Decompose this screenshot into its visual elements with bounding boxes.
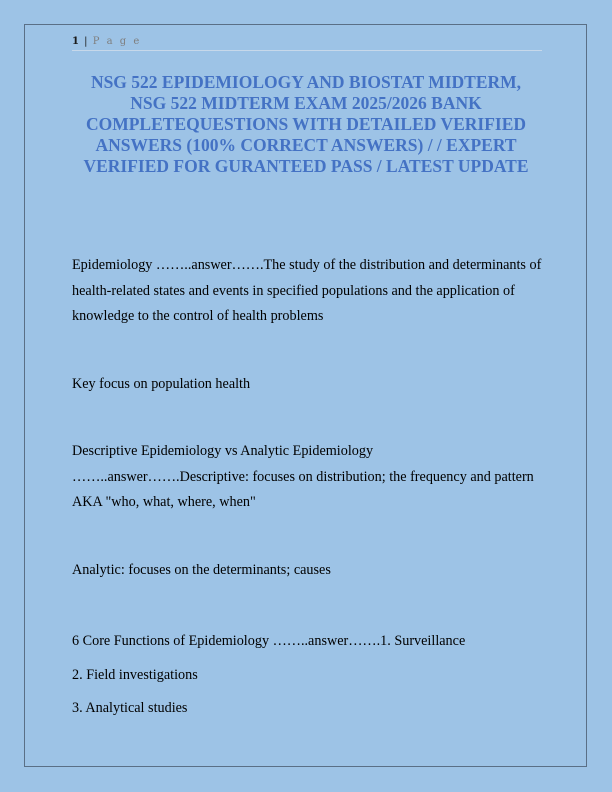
paragraph-epidemiology-definition: Epidemiology ……..answer…….The study of the distribution and determinants of health-related states and events in specified populations and the application of knowledge to the control of health problems xyxy=(72,257,542,324)
header-separator: | xyxy=(84,36,88,47)
page-number: 1 xyxy=(72,36,79,47)
paragraph-key-focus: Key focus on population health xyxy=(72,376,251,392)
paragraph-analytic: Analytic: focuses on the determinants; causes xyxy=(72,562,331,578)
list-item: 6 Core Functions of Epidemiology ……..answer…….1. Surveillance xyxy=(72,633,466,649)
list-item: 2. Field investigations xyxy=(72,666,198,683)
document-title: NSG 522 EPIDEMIOLOGY AND BIOSTAT MIDTERM, NSG 522 MIDTERM EXAM 2025/2026 BANK COMPLETEQUESTIONS WITH DETAILED VERIFIED ANSWERS (100% CORRECT ANSWERS) / / EXPERT VERIFIED FOR GURANTEED PASS / LATEST UPDATE xyxy=(83,72,529,176)
page-header xyxy=(72,36,542,51)
paragraph-descriptive-vs-analytic: Descriptive Epidemiology vs Analytic Epidemiology ……..answer…….Descriptive: focuses on distribution; the frequency and pattern AKA "who, what, where, when" xyxy=(72,443,534,510)
page-label: P a g e xyxy=(92,36,142,47)
list-item: 3. Analytical studies xyxy=(72,700,188,716)
core-functions-list xyxy=(72,625,547,726)
